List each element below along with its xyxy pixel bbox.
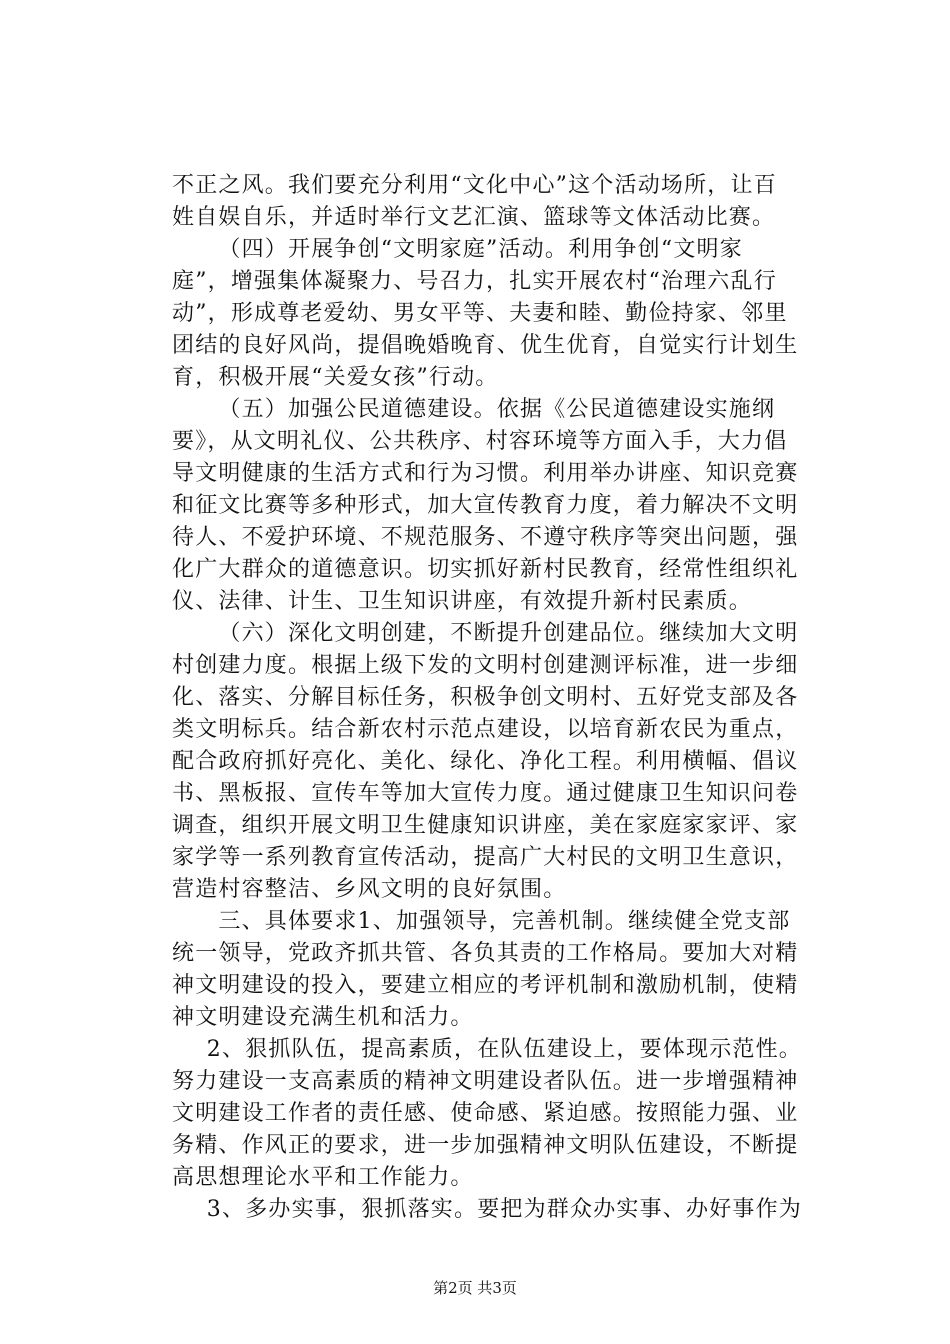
text-line: 神文明建设充满生机和活力。 [172,1005,474,1030]
text-line: 村创建力度。根据上级下发的文明村创建测评标准，进一步细 [172,653,799,678]
text-line: 文明建设工作者的责任感、使命感、紧迫感。按照能力强、业 [172,1101,799,1126]
text-line: 务精、作风正的要求，进一步加强精神文明队伍建设，不断提 [172,1133,799,1158]
text-line: （四）开展争创“文明家庭”活动。利用争创“文明家 [218,237,743,262]
text-line: 化广大群众的道德意识。切实抓好新村民教育，经常性组织礼 [172,557,799,582]
text-line: 配合政府抓好亮化、美化、绿化、净化工程。利用横幅、倡议 [172,749,799,774]
text-line: 育，积极开展“关爱女孩”行动。 [172,365,499,390]
text-line: 类文明标兵。结合新农村示范点建设，以培育新农民为重点， [172,717,799,742]
text-line: 统一领导，党政齐抓共管、各负其责的工作格局。要加大对精 [172,941,799,966]
text-line: 高思想理论水平和工作能力。 [172,1165,474,1190]
text-line: 导文明健康的生活方式和行为习惯。利用举办讲座、知识竞赛 [172,461,799,486]
text-line: 待人、不爱护环境、不规范服务、不遵守秩序等突出问题，强 [172,525,799,550]
text-line: （五）加强公民道德建设。依据《公民道德建设实施纲 [218,397,776,422]
text-line: 庭”，增强集体凝聚力、号召力，扎实开展农村“治理六乱行 [172,269,777,294]
text-line: 调查，组织开展文明卫生健康知识讲座，美在家庭家家评、家 [172,813,799,838]
document-body [172,170,832,1226]
text-line: （六）深化文明创建，不断提升创建品位。继续加大文明 [218,621,799,646]
text-line: 和征文比赛等多种形式，加大宣传教育力度，着力解决不文明 [172,493,799,518]
text-line: 动”，形成尊老爱幼、男女平等、夫妻和睦、勤俭持家、邻里 [172,301,788,326]
text-line: 神文明建设的投入，要建立相应的考评机制和激励机制，使精 [172,973,799,998]
text-line: 要》，从文明礼仪、公共秩序、村容环境等方面入手，大力倡 [172,429,788,454]
text-line: 姓自娱自乐，并适时举行文艺汇演、篮球等文体活动比赛。 [172,205,776,230]
page-footer: 第2页 共3页 [433,1279,517,1297]
text-line: 不正之风。我们要充分利用“文化中心”这个活动场所，让百 [172,173,777,198]
text-line: 2、狠抓队伍，提高素质，在队伍建设上，要体现示范性。 [206,1037,802,1062]
text-line: 营造村容整洁、乡风文明的良好氛围。 [172,877,567,902]
text-line: 努力建设一支高素质的精神文明建设者队伍。进一步增强精神 [172,1069,799,1094]
text-line: 家学等一系列教育宣传活动，提高广大村民的文明卫生意识， [172,845,799,870]
text-line: 团结的良好风尚，提倡晚婚晚育、优生优育，自觉实行计划生 [172,333,799,358]
text-line: 化、落实、分解目标任务，积极争创文明村、五好党支部及各 [172,685,799,710]
text-line: 三、具体要求1、加强领导，完善机制。继续健全党支部 [218,909,791,934]
text-line: 3、多办实事，狠抓落实。要把为群众办实事、办好事作为 [206,1197,802,1222]
text-line: 书、黑板报、宣传车等加大宣传力度。通过健康卫生知识问卷 [172,781,799,806]
text-line: 仪、法律、计生、卫生知识讲座，有效提升新村民素质。 [172,589,753,614]
